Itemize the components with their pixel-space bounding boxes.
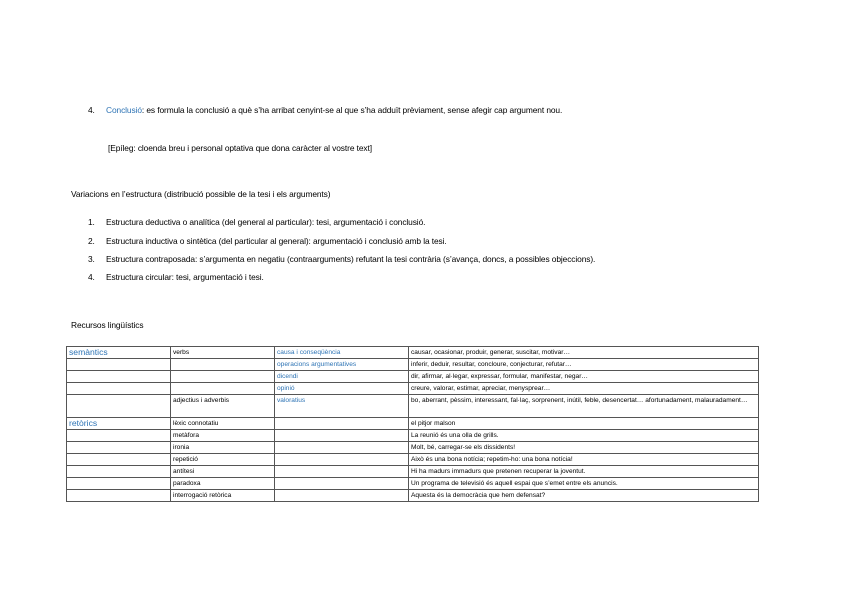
category-cell	[67, 359, 171, 371]
example-cell: Un programa de televisió és aquell espai que s’emet entre els anuncis.	[409, 478, 759, 490]
category-cell: retòrics	[67, 418, 171, 430]
table-row	[67, 418, 759, 430]
list-number: 4.	[88, 105, 95, 115]
epilogue-note: [Epíleg: cloenda breu i personal optativa que dona caràcter al vostre text]	[108, 143, 372, 153]
subtype-cell	[275, 418, 409, 430]
resources-heading: Recursos lingüístics	[71, 320, 144, 330]
list-number: 1.	[88, 217, 95, 227]
subtype-cell: operacions argumentatives	[275, 359, 409, 371]
variation-text: Estructura circular: tesi, argumentació i tesi.	[106, 272, 264, 282]
subtype-cell	[275, 478, 409, 490]
subtype-cell	[275, 454, 409, 466]
example-cell: Això és una bona notícia; repetim-ho: una bona notícia!	[409, 454, 759, 466]
subtype-cell	[275, 490, 409, 502]
variation-item	[88, 236, 447, 246]
table-row	[67, 490, 759, 502]
subtype-cell	[275, 442, 409, 454]
subtype-cell: causa i conseqüència	[275, 347, 409, 359]
subtype-cell: opinió	[275, 383, 409, 395]
category-cell	[67, 395, 171, 418]
subtype-cell	[275, 430, 409, 442]
table-row	[67, 466, 759, 478]
table-row	[67, 454, 759, 466]
variation-item	[88, 254, 595, 264]
variation-item	[88, 217, 425, 227]
type-cell	[171, 371, 275, 383]
resources-table	[66, 346, 759, 502]
example-cell: Aquesta és la democràcia que hem defensat?	[409, 490, 759, 502]
category-cell	[67, 442, 171, 454]
table-row	[67, 371, 759, 383]
type-cell: paradoxa	[171, 478, 275, 490]
conclusion-item	[88, 105, 562, 115]
example-cell: creure, valorar, estimar, apreciar, menysprear…	[409, 383, 759, 395]
variation-text: Estructura deductiva o analítica (del general al particular): tesi, argumentació i conclusió.	[106, 217, 426, 227]
table-row	[67, 442, 759, 454]
example-cell: el pitjor malson	[409, 418, 759, 430]
type-cell: repetició	[171, 454, 275, 466]
variation-item	[88, 272, 264, 282]
type-cell: adjectius i adverbis	[171, 395, 275, 418]
category-cell	[67, 466, 171, 478]
type-cell: ironia	[171, 442, 275, 454]
type-cell	[171, 359, 275, 371]
type-cell	[171, 383, 275, 395]
type-cell: interrogació retòrica	[171, 490, 275, 502]
category-cell	[67, 371, 171, 383]
example-cell: Hi ha madurs immadurs que pretenen recuperar la joventut.	[409, 466, 759, 478]
conclusion-term: Conclusió	[106, 105, 142, 115]
category-cell	[67, 454, 171, 466]
table-row	[67, 359, 759, 371]
table-row	[67, 478, 759, 490]
table-row	[67, 430, 759, 442]
list-number: 4.	[88, 272, 95, 282]
example-cell: La reunió és una olla de grills.	[409, 430, 759, 442]
subtype-cell: valoratius	[275, 395, 409, 418]
list-number: 2.	[88, 236, 95, 246]
type-cell: metàfora	[171, 430, 275, 442]
category-cell	[67, 490, 171, 502]
variation-text: Estructura contraposada: s’argumenta en negatiu (contraarguments) refutant la tesi contrària (s’avança, doncs, a possibles objeccions).	[106, 254, 596, 264]
variation-text: Estructura inductiva o sintètica (del particular al general): argumentació i conclusió amb la tesi.	[106, 236, 447, 246]
example-cell: bo, aberrant, pèssim, interessant, fal·laç, sorprenent, inútil, feble, desencertat… afortunadament, malauradament…	[409, 395, 759, 418]
example-cell: dir, afirmar, al·legar, expressar, formular, manifestar, negar…	[409, 371, 759, 383]
subtype-cell	[275, 466, 409, 478]
conclusion-text: : es formula la conclusió a què s’ha arribat cenyint-se al que s’ha adduït prèviament, sense afegir cap argument nou.	[141, 105, 563, 115]
category-cell: semàntics	[67, 347, 171, 359]
type-cell: lèxic connotatiu	[171, 418, 275, 430]
table-row	[67, 347, 759, 359]
table-row	[67, 395, 759, 418]
variations-heading: Variacions en l’estructura (distribució possible de la tesi i els arguments)	[71, 189, 331, 199]
subtype-cell: dicendi	[275, 371, 409, 383]
category-cell	[67, 430, 171, 442]
example-cell: Molt, bé, carregar-se els dissidents!	[409, 442, 759, 454]
example-cell: causar, ocasionar, produir, generar, suscitar, motivar…	[409, 347, 759, 359]
category-cell	[67, 383, 171, 395]
type-cell: verbs	[171, 347, 275, 359]
table-row	[67, 383, 759, 395]
type-cell: antítesi	[171, 466, 275, 478]
category-cell	[67, 478, 171, 490]
list-number: 3.	[88, 254, 95, 264]
example-cell: inferir, deduir, resultar, concloure, conjecturar, refutar…	[409, 359, 759, 371]
